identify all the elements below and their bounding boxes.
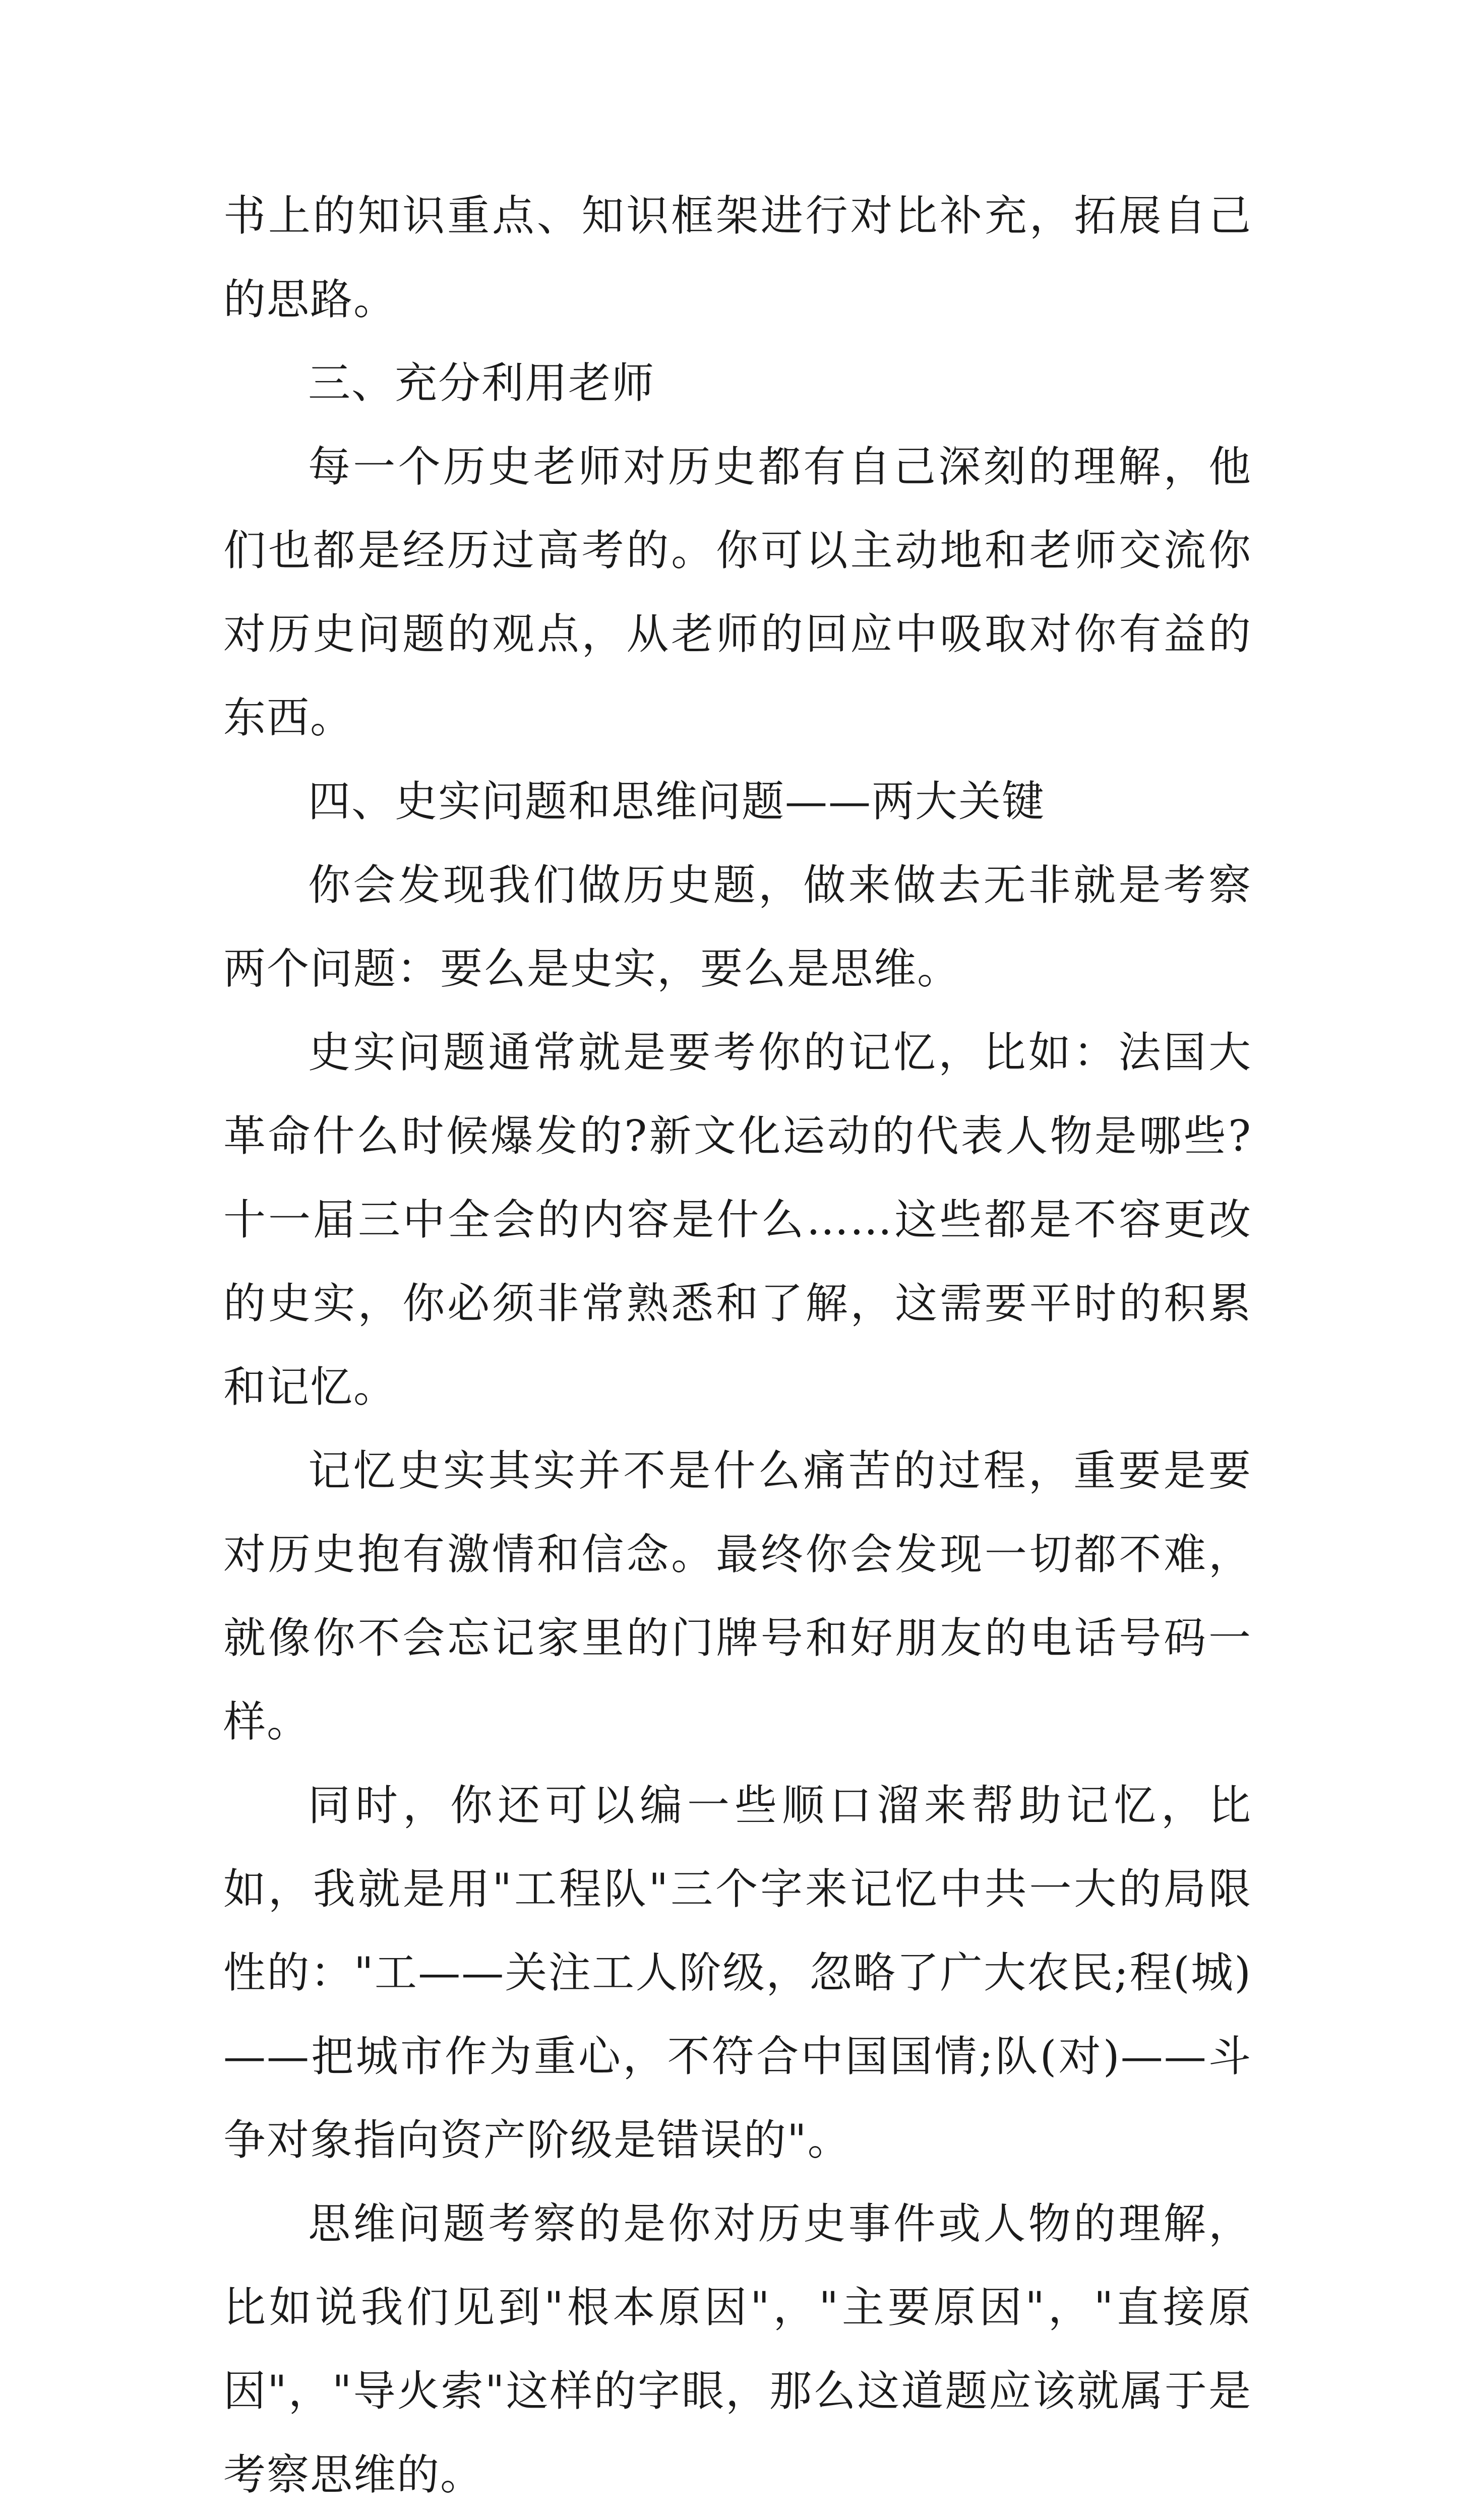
section-heading-4: 四、史实问题和思维问题——两大关键 xyxy=(308,777,1046,826)
section-heading-3: 三、充分利用老师 xyxy=(308,358,655,408)
body-text xyxy=(223,174,1252,2520)
paragraph-1: 书上的知识重点、知识框架进行对比补充，拓展自己的思路。 xyxy=(223,191,1252,324)
paragraph-6: 同时，你还可以编一些顺口溜来帮助记忆，比如，我就是用"工程队"三个字来记忆中共一大的局限性的："工——关注工人阶级，忽略了广大农民;程(城)——把城市作为重心，不符合中国国情;队(对)——斗争对象指向资产阶级是错误的"。 xyxy=(223,1781,1252,2165)
paragraph-3: 你会发现我们做历史题，做来做去无非就是考察两个问题：要么是史实，要么是思维。 xyxy=(223,860,1252,993)
paragraph-5: 记忆史实其实并不是什么痛苦的过程，重要是要对历史抱有激情和信念。最终你会发现一切都不难，就像你不会忘记家里的门牌号和好朋友的电话号码一样。 xyxy=(223,1446,1252,1746)
paragraph-7: 思维问题考察的是你对历史事件或人物的理解，比如说我们见到"根本原因"，"主要原因"，"直接原因"，"导火索"这样的字眼，那么这道题应该就属于是考察思维的。 xyxy=(223,2199,1252,2499)
paragraph-8 xyxy=(223,2516,1252,2520)
paragraph-2: 每一个历史老师对历史都有自己深刻的理解，他们也都是经历过高考的。你可以主动地和老师交流你对历史问题的观点，从老师的回应中吸取对你有益的东西。 xyxy=(223,442,1252,742)
paragraph-4: 史实问题通常就是要考你的记忆，比如：法国大革命什么时候爆发的?新文化运动的代表人物是哪些?十一届三中全会的内容是什么……这些都是不容更改的史实，你必须非常熟悉和了解，这需要平时的积累和记忆。 xyxy=(223,1028,1252,1412)
